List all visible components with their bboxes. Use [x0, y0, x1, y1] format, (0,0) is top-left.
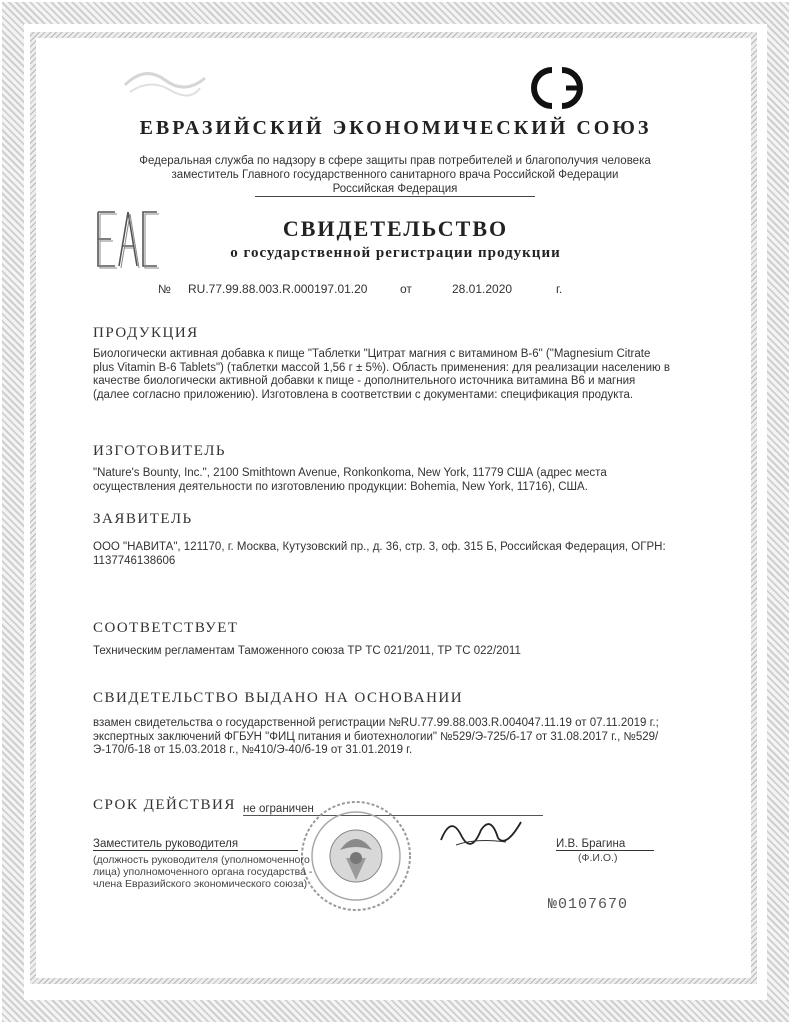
agency-line-3 — [95, 182, 695, 197]
agency-block — [95, 154, 695, 197]
signatory-name: И.В. Брагина — [556, 838, 654, 851]
agency-country: Российская Федерация — [255, 182, 535, 197]
certificate-date: 28.01.2020 — [452, 282, 513, 296]
product-text: Биологически активная добавка к пище "Таблетки "Цитрат магния с витамином В-6" ("Magnesium Citrate plus Vitamin B-6 Tablets") (таблетки массой 1,56 г ± 5%). Область применения: для реализации населению в качестве биологически активной добавки к пище - дополнительного источника витамина B6 и магния (далее согласно приложению). Изготовлена в соответствии с документами: спецификация продукта. — [93, 348, 670, 401]
manufacturer-heading: ИЗГОТОВИТЕЛЬ — [93, 443, 227, 459]
applicant-heading: ЗАЯВИТЕЛЬ — [93, 511, 193, 527]
sanepid-logo — [522, 62, 594, 114]
union-title: ЕВРАЗИЙСКИЙ ЭКОНОМИЧЕСКИЙ СОЮЗ — [139, 117, 652, 139]
certificate-title: СВИДЕТЕЛЬСТВО — [282, 216, 509, 241]
validity-value: не ограничен — [243, 803, 543, 816]
signatory-caption-line-2: лица) уполномоченного органа государства - — [93, 866, 313, 878]
basis-text: взамен свидетельства о государственной регистрации №RU.77.99.88.003.R.004047.11.19 от 07.11.2019 г.; экспертных заключений ФГБУН "ФИЦ питания и биотехнологии" №529/Э-725/б-17 от 31.08.2017 г., №529/Э-170/б-18 от 15.03.2018 г., №410/Э-40/б-19 от 31.01.2019 г. — [93, 717, 659, 756]
conforms-heading: СООТВЕТСТВУЕТ — [93, 620, 239, 636]
signatory-caption-line-1: (должность руководителя (уполномоченного — [93, 854, 310, 866]
signatory-name-caption: (Ф.И.О.) — [578, 852, 618, 864]
applicant-text: ООО "НАВИТА", 121170, г. Москва, Кутузовский пр., д. 36, стр. 3, оф. 315 Б, Российская Федерация, ОГРН: 1137746138606 — [93, 541, 666, 567]
signatory-role: Заместитель руководителя — [93, 838, 298, 851]
sanepid-logo-icon — [522, 62, 594, 114]
certificate-number: RU.77.99.88.003.R.000197.01.20 — [188, 282, 368, 296]
date-prefix: от — [400, 282, 412, 296]
signatory-caption-line-3: члена Евразийского экономического союза) — [93, 878, 308, 890]
date-suffix: г. — [556, 282, 563, 296]
product-heading: ПРОДУКЦИЯ — [93, 325, 199, 341]
certificate-subtitle: о государственной регистрации продукции — [230, 245, 561, 261]
signature-scribble-icon — [436, 810, 526, 855]
serial-number: №0107670 — [548, 896, 629, 913]
validity-heading: СРОК ДЕЙСТВИЯ — [93, 797, 236, 813]
number-prefix: № — [158, 282, 171, 296]
agency-line-2: заместитель Главного государственного санитарного врача Российской Федерации — [171, 169, 619, 181]
manufacturer-text: "Nature's Bounty, Inc.", 2100 Smithtown Avenue, Ronkonkoma, New York, 11779 США (адрес места осуществления деятельности по изготовлению продукции: Bohemia, New York, 11716), США. — [93, 467, 607, 493]
agency-line-1: Федеральная служба по надзору в сфере защиты прав потребителей и благополучия человека — [139, 155, 651, 167]
basis-heading: СВИДЕТЕЛЬСТВО ВЫДАНО НА ОСНОВАНИИ — [93, 690, 464, 706]
faint-watermark-icon — [120, 60, 210, 100]
conforms-text: Техническим регламентам Таможенного союза ТР ТС 021/2011, ТР ТС 022/2011 — [93, 645, 521, 657]
signatory-caption — [93, 854, 343, 890]
